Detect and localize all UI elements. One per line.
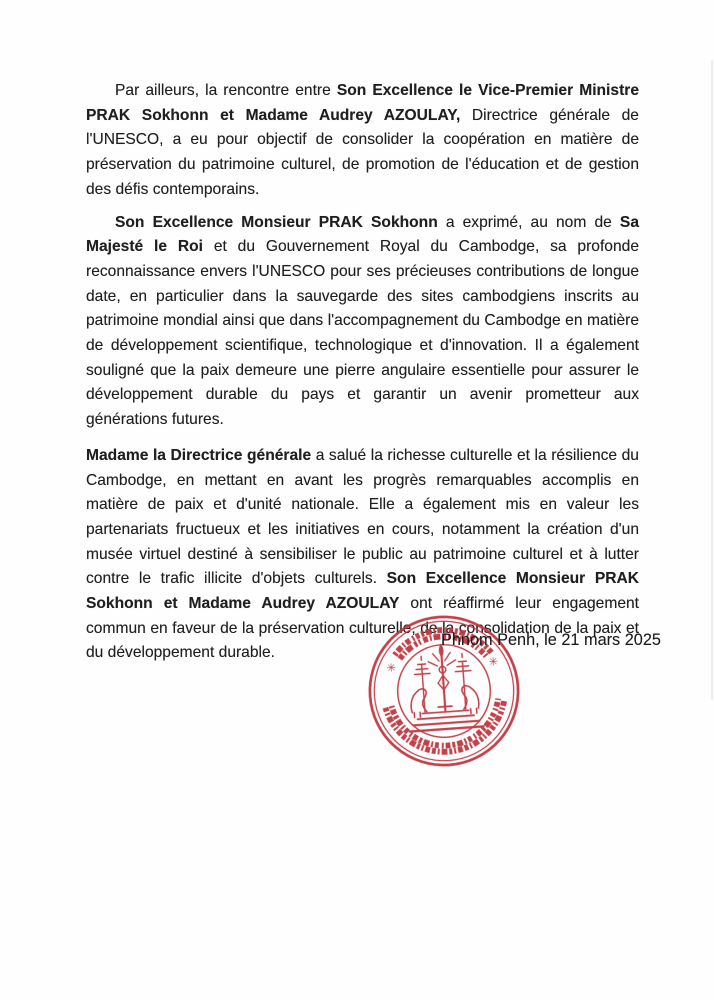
letter-body (86, 79, 639, 666)
royal-arms-emblem (404, 643, 484, 732)
scan-edge-shadow (711, 60, 713, 700)
text-run: ont réaffirmé leur engagement commun en faveur de la préservation culturelle, de la consolidation de la paix et du développement durable. (86, 595, 639, 662)
text-run: Par ailleurs, la rencontre entre (115, 82, 337, 99)
text-run: a exprimé, au nom de (437, 213, 620, 231)
text-run-bold: Son Excellence Monsieur PRAK Sokhonn (115, 213, 438, 231)
star-left-icon: ✳ (386, 661, 397, 675)
paragraph-1 (86, 79, 639, 203)
star-right-icon: ✳ (488, 654, 499, 669)
text-run-bold: Son Excellence le Vice-Premier Ministre PRAK Sokhonn et Madame Audrey AZOULAY, (86, 82, 640, 124)
text-run-bold: Sa Majesté le Roi (86, 213, 639, 256)
paragraph-2 (86, 211, 639, 433)
text-run: Directrice générale de l'UNESCO, a eu pour objectif de consolider la coopération en matière de préservation du patrimoine culturel, de promotion de l'éducation et de gestion des défis contemporains. (86, 106, 639, 198)
dateline-text: Phnom Penh, le 21 mars 2025 (441, 631, 661, 649)
text-run: et du Gouvernement Royal du Cambodge, sa profonde reconnaissance envers l'UNESCO pour ses précieuses contributions de longue date, en particulier dans la sauvegarde des sites cambodgiens inscrits au patrimoine mondial ainsi que dans l'accompagnement du Cambodge en matière de développement scientifique, technologique et d'innovation. Il a également souligné que la paix demeure une pierre angulaire essentielle pour assurer le développement durable du pays et garantir un avenir prometteur aux générations futures. (86, 238, 639, 429)
text-run: a salué la richesse culturelle et la résilience du Cambodge, en mettant en avant les progrès remarquables accomplis en matière de paix et d'unité nationale. Elle a également mis en valeur les partenariats fructueux et les initiatives en cours, notamment la création d'un musée virtuel destiné à sensibiliser le public au patrimoine culturel et à lutter contre le trafic illicite d'objets culturels. (86, 446, 639, 588)
text-run-bold: Madame la Directrice générale (86, 446, 312, 464)
text-run-bold: Son Excellence Monsieur PRAK Sokhonn et Madame Audrey AZOULAY (86, 570, 640, 613)
